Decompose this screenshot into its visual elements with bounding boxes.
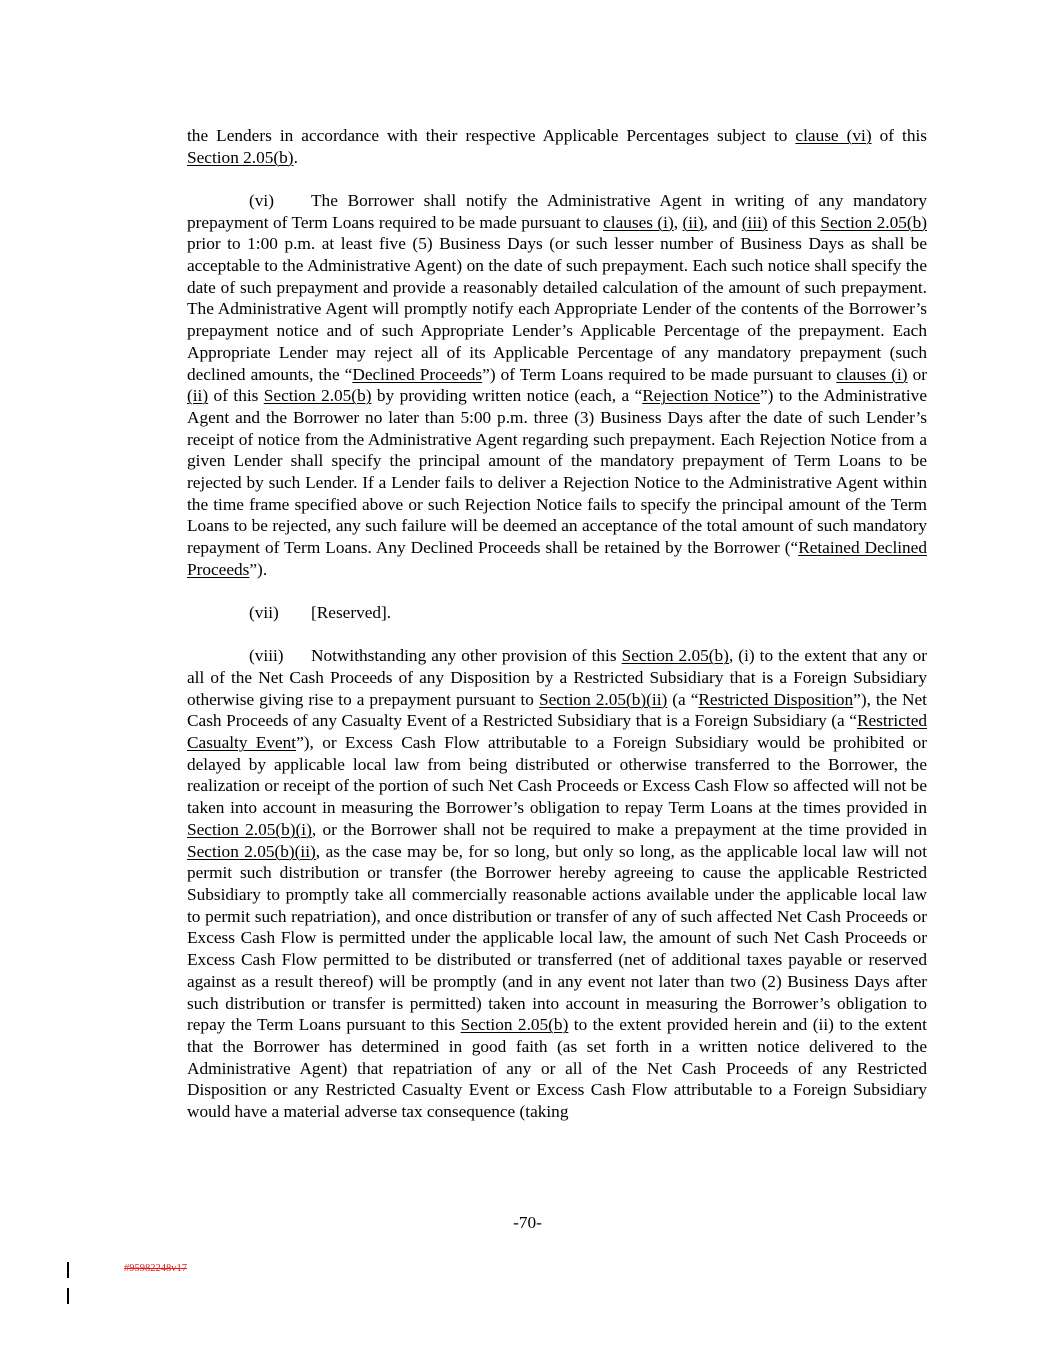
defined-term: Rejection Notice: [642, 386, 760, 406]
text-run: ”) of Term Loans required to be made pursuant to: [482, 364, 837, 384]
text-run: , or the Borrower shall not be required to make a prepayment at the time provided in: [311, 819, 928, 839]
clause-number: (vi): [249, 190, 274, 210]
defined-term: Restricted Casualty Event: [187, 711, 927, 753]
cross-reference: Section 2.05(b): [820, 212, 927, 232]
cross-reference: Section 2.05(b): [460, 1015, 569, 1035]
cross-reference: Section 2.05(b)(i): [187, 819, 312, 839]
text-run: of this: [767, 212, 821, 232]
revision-bar: [67, 1262, 69, 1278]
clause-number: (viii): [249, 646, 284, 666]
body-text: [187, 125, 927, 1144]
cross-reference: Section 2.05(b): [263, 386, 372, 406]
text-run: , as the case may be, for so long, but only so long, as the applicable local law will not permit such distribution or transfer (the Borrower hereby agreeing to cause the applicable Restricted Subsidiary to promptly take all commercially reasonable actions available under the applicable local law to permit such repatriation), and once distribution or transfer of any of such affected Net Cash Proceeds or Excess Cash Flow is permitted under the applicable local law, the amount of such Net Cash Proceeds or Excess Cash Flow permitted to be distributed or transferred (net of additional taxes payable or reserved against as a result thereof) will be promptly (and in any event not later than two (2) Business Days after such distribution or transfer is permitted) taken into account in measuring the Borrower’s obligation to repay the Term Loans pursuant to this: [187, 841, 927, 1035]
cross-reference: (ii): [682, 212, 704, 232]
text-run: The Borrower shall notify the Administrative Agent in writing of any mandatory prepayment of Term Loans required to be made pursuant to: [187, 190, 927, 232]
cross-reference: (iii): [741, 212, 768, 232]
text-run: [Reserved].: [311, 603, 392, 623]
cross-reference: Section 2.05(b)(ii): [187, 841, 316, 861]
text-run: ”).: [249, 559, 268, 579]
text-run: Notwithstanding any other provision of this: [311, 646, 622, 666]
text-run: to the extent provided herein and (ii) to the extent that the Borrower has determined in good faith (as set forth in a written notice delivered to the Administrative Agent) that repatriation of any or all of the Net Cash Proceeds of any Restricted Disposition or any Restricted Casualty Event or Excess Cash Flow attributable to a Foreign Subsidiary would have a material adverse tax consequence (taking: [187, 1015, 927, 1122]
text-run: or: [907, 364, 927, 384]
text-run: .: [293, 147, 298, 167]
text-run: ”), the Net Cash Proceeds of any Casualty Event of a Restricted Subsidiary that is a Foreign Subsidiary (a “: [187, 689, 927, 731]
paragraph-continuation: [187, 125, 927, 168]
cross-reference: clauses (i): [603, 212, 674, 232]
clause-number: (vii): [249, 603, 279, 623]
text-run: ”) to the Administrative Agent and the Borrower no later than 5:00 p.m. three (3) Business Days after the date of such Lender’s receipt of notice from the Administrative Agent regarding such prepayment. Each Rejection Notice from a given Lender shall specify the principal amount of the mandatory prepayment of Term Loans to be rejected by such Lender. If a Lender fails to deliver a Rejection Notice to the Administrative Agent within the time frame specified above or such Rejection Notice fails to specify the principal amount of the Term Loans to be rejected, any such failure will be deemed an acceptance of the total amount of such mandatory repayment of Term Loans. Any Declined Proceeds shall be retained by the Borrower (“: [187, 386, 927, 558]
text-run: of this: [208, 386, 264, 406]
cross-reference: (ii): [187, 386, 209, 406]
defined-term: Declined Proceeds: [352, 364, 483, 384]
defined-term: Retained Declined Proceeds: [187, 538, 927, 579]
cross-reference: clauses (i): [836, 364, 908, 384]
defined-term: Restricted Disposition: [698, 689, 854, 709]
text-run: ,: [673, 212, 683, 232]
text-run: prior to 1:00 p.m. at least five (5) Business Days (or such lesser number of Business Days as shall be acceptable to the Administrative Agent) on the date of such prepayment. Each such notice shall specify the date of such prepayment and provide a reasonably detailed calculation of the amount of such prepayment. The Administrative Agent will promptly notify each Appropriate Lender of the contents of the Borrower’s prepayment notice and of such Appropriate Lender’s Applicable Percentage of the prepayment. Each Appropriate Lender may reject all of its Applicable Percentage of any mandatory prepayment (such declined amounts, the “: [187, 234, 927, 384]
text-run: by providing written notice (each, a “: [371, 386, 643, 406]
text-run: the Lenders in accordance with their respective Applicable Percentages subject to: [187, 126, 796, 145]
cross-reference: Section 2.05(b): [187, 147, 294, 167]
cross-reference: Section 2.05(b): [621, 646, 729, 666]
cross-reference: Section 2.05(b)(ii): [538, 689, 668, 709]
paragraph-viii: [187, 645, 927, 1122]
text-run: ”), or Excess Cash Flow attributable to a Foreign Subsidiary would be prohibited or delayed by applicable local law from being distributed or otherwise transferred to the Borrower, the realization or receipt of the portion of such Net Cash Proceeds or Excess Cash Flow so affected will not be taken into account in measuring the Borrower’s obligation to repay Term Loans at the times provided in: [187, 733, 928, 818]
page-number: -70-: [513, 1213, 542, 1232]
cross-reference: clause (vi): [795, 126, 872, 145]
paragraph-vii: [187, 602, 927, 624]
revision-bar: [67, 1288, 69, 1304]
text-run: , and: [703, 212, 742, 232]
paragraph-vi: [187, 190, 927, 581]
text-run: of this: [871, 126, 927, 145]
text-run: , (i) to the extent that any or all of the Net Cash Proceeds of any Disposition by a Restricted Subsidiary that is a Foreign Subsidiary otherwise giving rise to a prepayment pursuant to: [187, 646, 927, 709]
document-id: #95982248v17: [124, 1263, 187, 1274]
text-run: (a “: [667, 689, 699, 709]
